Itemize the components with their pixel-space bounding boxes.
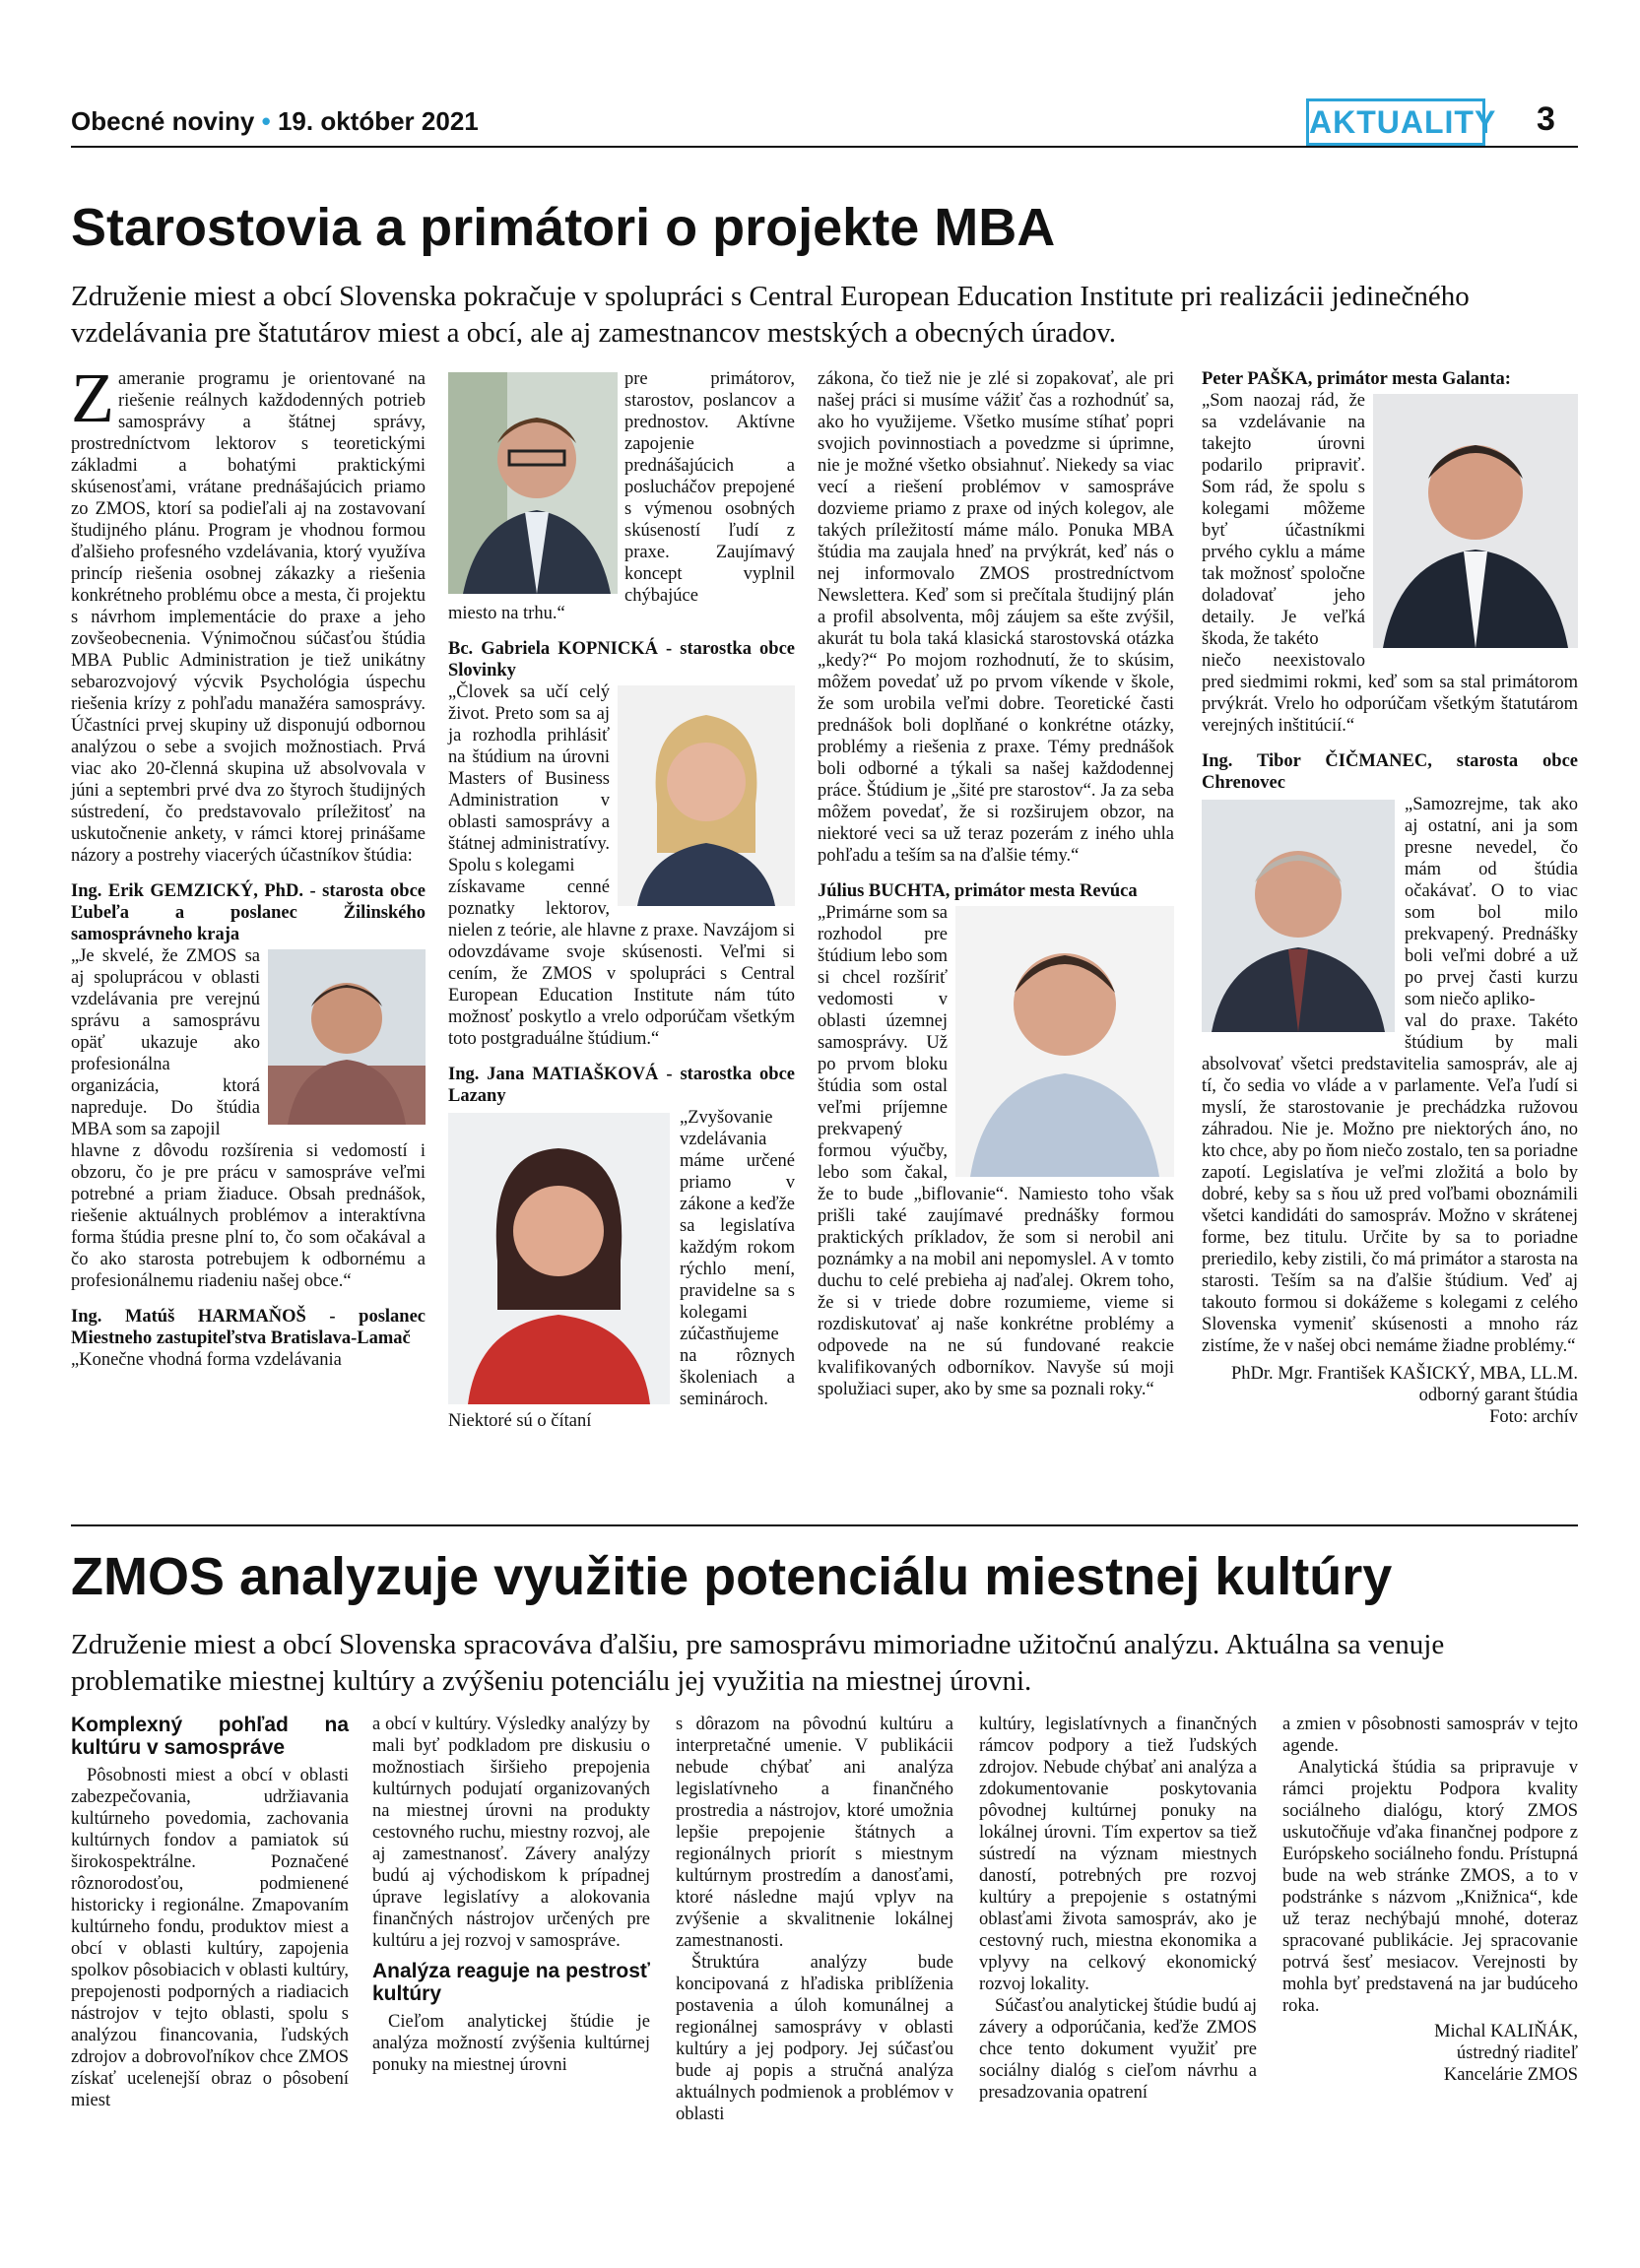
issue-date: 19. október 2021 [277,106,479,136]
photo-credit: Foto: archív [1489,1407,1578,1427]
gemzicky-quote-b: hlavne z dôvodu rozšírenia si vedomostí i obzoru, čo je pre prácu v samospráve veľmi potrebné a priam žiaduce. Obsah prednášok, riešenie aktuálnych problémov a interaktívna forma štúdia presne plní to, čo som očakával a čo ako starosta potrebujem k odbornému a profesionálnemu riadeniu našej obce.“ [71,1141,426,1291]
person-silhouette-icon [448,372,618,594]
harmanos-name: Ing. Matúš HARMAŇOŠ - poslanec Miestneho zastupiteľstva Bratislava-Lamač [71,1307,426,1348]
portrait-photo-harmanos [448,372,618,594]
portrait-photo-kopnicka [618,685,795,906]
article2-signature-2: ústredný riaditeľ [1456,2043,1578,2063]
buchta-quote-a: „Primárne som sa rozhodol pre štúdium lebo som si chcel rozšíriť vedomosti v oblasti územnej samosprávy. Už po prvom bloku štúdia som ostal veľmi príjemne prekvapený [818,903,948,1139]
masthead [71,106,479,137]
article-divider [71,1524,1578,1526]
article2-signature-3: Kancelárie ZMOS [1443,2065,1578,2085]
person-silhouette-icon [448,1113,670,1404]
article2-col5-text-b: Analytická štúdia sa pripravuje v rámci projektu Podpora kvality sociálneho dialógu, ktorý ZMOS uskutočňuje vďaka finančnej podpore z Európskeho sociálneho fondu. Prístupná bude na web stránke ZMOS, a to v podstránke s názvom „Knižnica“, kde už teraz nechýbajú mnohé, doteraz spracované publikácie. Jej spracovanie potrvá šesť mesiacov. Verejnosti by mohla byť predstavená na jar budúceho roka. [1282,1758,1578,2016]
portrait-photo-matiaskova [448,1113,670,1404]
article1-col2 [448,603,795,1432]
drop-cap: Z [71,358,114,437]
header-rule [71,146,1578,148]
harmanos-quote-a: „Konečne vhodná forma vzdelávania [71,1350,342,1370]
article2-col3-text-a: s dôrazom na pôvodnú kultúru a interpretačné umenie. V publikácii nebude chýbať ani analýza legislatívneho a finančného prostredia a nástrojov, ktoré umožnia lepšie prepojenie štátnych a regionálnych priorít s miestnym kultúrnym prostredím a danosťami, ktoré následne majú vplyv na zvýšenie a skvalitnenie lokálnej zamestnanosti. [676,1715,953,1951]
matiaskova-quote-b: zákona, čo tiež nie je zlé si zopakovať, ale pri našej práci si musíme vážiť čas a rozhodnúť sa, ako ho využijeme. Všetko musíme stíhať popri svojich povinnostiach a povedzme si úprimne, nie je možné všetko obsiahnuť. Niekedy sa viac vecí a riešení problémov v samospráve dozvieme priamo z praxe od iných kolegov, ale takých príležitostí máme málo. Ponuka MBA štúdia ma zaujala hneď na prvýkrát, keď nás o nej informovalo ZMOS prostredníctvom Newslettera. Keď som si prečítala študijný plán a profil absolventa, môj záujem sa ešte zvýšil, akurát tu bola taká klasická starostovská otázka „kedy?“ Po mojom rozhodnutí, že to skúsim, môžem povedať už po prvom víkende v škole, že som urobila veľmi dobre. Teoretické časti prednášok boli doplňané o konkrétne otázky, problémy a riešenia z praxe. Témy prednášok boli odborné a týkali sa našej každodennej práce. Štúdium je „šité pre starostov“. Ja za seba môžem povedať, že si rozširujem obzor, na niektoré veci sa už teraz pozerám z iného uhla pohľadu a teším sa na ďalšie témy.“ [818,369,1174,866]
article2-col1-text: Pôsobnosti miest a obcí v oblasti zabezpečovania, udržiavania kultúrneho povedomia, zachovania kultúrnych fondov a pamiatok sú širokospektrálne. Poznačené rôznorodosťou, podmienené historicky i regionálne. Zmapovaním kultúrneho fondu, produktov miest a obcí v oblasti kultúry, zapojenia spolkov pôsobiacich v oblasti kultúry, prepojenosti podporných a riadiacich nástrojov v tejto oblasti, spolu s analýzou financovania, ľudských zdrojov a dobrovoľníkov chce ZMOS získať ucelenejší obraz o pôsobení miest [71,1766,349,2110]
cicmanec-quote-a: „Samozrejme, tak ako aj ostatní, ani ja som presne nevedel, čo mám od štúdia očakávať. O to viac som bol milo prekvapený. Prednášky boli veľmi dobré a už po prvej časti kurzu som niečo apliko- [1405,795,1578,1009]
portrait-photo-gemzicky [268,949,426,1125]
article1-col1 [71,358,426,1371]
buchta-quote-b: formou výučby, lebo som čakal, že to bude „biflovanie“. Namiesto toho však prišli také zaujímavé prednášky formou praktických príkladov, že som si nerobil ani poznámky a na mobil ani nepomyslel. A v tomto duchu to celé prebieha aj naďalej. Okrem toho, že si v triede dobre rozumieme, vieme si rozdiskutovať aj naše konkrétne problémy a odpovede na ne sú fundované reakcie kvalifikovaných odborníkov. Navyše sú moji spolužiaci super, ako by sme sa poznali roky.“ [818,1141,1174,1399]
article2-lead: Združenie miest a obcí Slovenska spracováva ďalšiu, pre samosprávu mimoriadne užitočnú analýzu. Aktuálna sa venuje problematike miestnej kultúry a zvýšeniu potenciálu jej využitia na miestnej úrovni. [71,1629,1445,1697]
article2-col4-text-a: kultúry, legislatívnych a finančných rámcov podpory a tiež ľudských zdrojov. Nebude chýbať ani analýza a zdokumentovanie poskytovania pôvodnej kultúrnej ponuky na lokálnej úrovni. Tím expertov sa tiež sústredí na význam miestnych daností, potrebných pre rozvoj kultúry a prepojenie s ostatnými oblasťami života samospráv, ako je cestovný ruch, miestna ekonomika a vplyvy na celkový ekonomický rozvoj lokality. [979,1715,1257,1994]
article1-col4 [1202,368,1578,1428]
article2-col3-text-b: Štruktúra analýzy bude koncipovaná z hľadiska priblíženia postavenia a úloh komunálnej a regionálnej samosprávy v oblasti kultúry a jej podpory. Jej súčasťou bude aj popis a stručná analýza aktuálnych podmienok a problémov v oblasti [676,1953,953,2124]
person-silhouette-icon [1202,800,1395,1032]
publication-name: Obecné noviny [71,106,255,136]
matiaskova-name: Ing. Jana MATIAŠKOVÁ - starostka obce Lazany [448,1065,795,1106]
cicmanec-name: Ing. Tibor ČIČMANEC, starosta obce Chrenovec [1202,751,1578,793]
harmanos-quote-c: miesto na trhu.“ [448,604,565,623]
paska-quote-a: „Som naozaj rád, že sa vzdelávanie na takejto úrovni podarilo pripraviť. Som rád, že spolu s kolegami môžeme byť účastníkmi prvého cyklu a máme tak možnosť spoločne doladovať jeho detaily. Je veľká škoda, že takéto [1202,391,1365,649]
person-silhouette-icon [268,949,426,1125]
harmanos-quote-b: pre primátorov, starostov, poslancov a prednostov. Aktívne zapojenie prednášajúcich a poslucháčov prepojené s výmenou osobných skúseností ľudí z praxe. Zaujímavý koncept vyplnil chýbajúce [624,369,795,606]
subheading-2: Analýza reaguje na pestrosť kultúry [372,1960,650,2005]
gemzicky-name: Ing. Erik GEMZICKÝ, PhD. - starosta obce Ľubeľa a poslanec Žilinského samosprávneho kraja [71,881,426,944]
person-silhouette-icon [618,685,795,906]
signature-line-2: odborný garant štúdia [1418,1386,1578,1405]
kopnicka-name: Bc. Gabriela KOPNICKÁ - starostka obce Slovinky [448,639,795,680]
portrait-photo-buchta [955,906,1174,1177]
article2-col5 [1282,1714,1578,2086]
intro-text: ameranie programu je orientované na riešenie reálnych každodenných potrieb samosprávy a štátnej správy, prostredníctvom lektorov s teoretickými základmi a bohatými praktickými skúsenosťami, vrátane prednášajúcich priamo zo ZMOS, ktorí sa podieľali aj na zostavovaní študijného plánu. Program je vhodnou formou ďalšieho profesného vzdelávania, ktorý využíva princíp riešenia osobnej zákazky a riešenia konkrétneho problému obce a mesta, či projektu s návrhom implementácie do praxe a jeho zovšeobecnenia. Výnimočnou súčasťou štúdia MBA Public Administration je tiež unikátny sebarozvojový výcvik Psychológia úspechu riešenia krízy z pohľadu manažéra samosprávy. Účastníci prvej skupiny už disponujú odbornou analýzou o sebe a svojich možnostiach. Prvá viac ako 20-členná skupina už absolvovala v júni a septembri prvé dva zo štyroch študijných sústredení, čo predstavovalo príležitosť na uskutočnenie ankety, v rámci ktorej prinášame názory a postrehy viacerých účastníkov štúdia: [71,369,426,866]
harmanos-quote-b-block [624,368,795,607]
article1-lead: Združenie miest a obcí Slovenska pokračuje v spolupráci s Central European Education Institute pri realizácii jedinečného vzdelávania pre štatutárov miest a obcí, ale aj zamestnancov mestských a obecných úradov. [71,281,1470,349]
cicmanec-quote-b: val do praxe. Takéto štúdium by mali absolvovať všetci predstavitelia samospráv, ale aj tí, čo sedia vo vláde a v parlamente. Veľa ľudí si myslí, že starostovanie je prechádzka ružovou záhradou. Nie je. Možno pre niektorých áno, no kto chce, aby po ňom niečo zostalo, ten sa poriadne zapotí. Legislatíva je veľmi zložitá a bolo by dobré, keby sa s ňou už pred voľbami oboznámili všetci kandidáti do samospráv. Možno v skrátenej forme, bez titulu. Určite by sa to poriadne preriedilo, keby zistili, čo má primátor a starosta na starosti. Teším sa na ďalšie štúdium. Veď aj takouto formou si dokážeme s kolegami z celého Slovenska vymeniť skúsenosti a mnoho ráz zistíme, že v našej obci nemáme žiadne problémy.“ [1202,1011,1578,1356]
section-label: AKTUALITY [1306,98,1485,146]
kopnicka-quote-b: získavame cenné poznatky lektorov, nielen z teórie, ale hlavne z praxe. Navzájom si odovzdávame svoje skúsenosti. Veľmi si cením, že ZMOS v spolupráci s Central European Education Institute nám túto možnosť poskytlo a vrelo odporúčam všetkým toto postgraduálne štúdium.“ [448,877,795,1049]
article2-col5-text-a: a zmien v pôsobnosti samospráv v tejto agende. [1282,1715,1578,1756]
portrait-photo-paska [1373,394,1578,648]
article2-col2-text-b: Cieľom analytickej štúdie je analýza možností zvýšenia kultúrnej ponuky na miestnej úrovni [372,2012,650,2075]
buchta-name: Július BUCHTA, primátor mesta Revúca [818,881,1138,901]
portrait-photo-cicmanec [1202,800,1395,1032]
person-silhouette-icon [1373,394,1578,648]
article2-col2-text-a: a obcí v kultúry. Výsledky analýzy by mali byť podkladom pre diskusiu o možnostiach širšieho prepojenia kultúrnych podujatí organizovaných na miestnej úrovni na produkty cestovného ruchu, miestny rozvoj, ale aj zamestnanosť. Závery analýzy budú aj východiskom k prípadnej úprave legislatívy a alokovania finančných nástrojov určených pre kultúru a jej rozvoj v samospráve. [372,1715,650,1951]
article2-col1 [71,1714,349,2111]
paska-name: Peter PAŠKA, primátor mesta Galanta: [1202,369,1511,389]
article1-col3 [818,368,1174,1400]
article2-col3 [676,1714,953,2125]
article2-col4-text-b: Súčasťou analytickej štúdie budú aj závery a odporúčania, keďže ZMOS chce tento dokument využiť pre sociálny dialóg s cieľom návrhu a presadzovania opatrení [979,1996,1257,2103]
kopnicka-quote-a: „Človek sa učí celý život. Preto som sa aj ja rozhodla prihlásiť na štúdium na úrovni Masters of Business Administration v oblasti samosprávy a štátnej administratívy. Spolu s kolegami [448,682,610,875]
article2-signature-1: Michal KALIŇÁK, [1434,2022,1578,2041]
article2-col4 [979,1714,1257,2104]
separator-dot: • [261,106,271,136]
matiaskova-quote-a: „Zvyšovanie vzdelávania máme určené priamo v zákone a keďže sa legislatíva každým rokom rýchlo mení, pravidelne sa s kolegami zúčastňujeme na rôznych školeniach a seminároch. Niektoré sú o čítaní [448,1108,795,1431]
subheading-1: Komplexný pohľad na kultúru v samospráve [71,1714,349,1759]
article2-col2 [372,1714,650,2076]
paska-quote-b: niečo neexistovalo pred siedmimi rokmi, keď som sa stal primátorom prvýkrát. Vrelo ho odporúčam všetkým štatutárom verejných inštitúcií.“ [1202,651,1578,736]
page-number: 3 [1537,100,1555,138]
signature-line-1: PhDr. Mgr. František KAŠICKÝ, MBA, LL.M. [1230,1364,1578,1384]
person-silhouette-icon [955,906,1174,1177]
gemzicky-quote-a: „Je skvelé, že ZMOS sa aj spoluprácou v oblasti vzdelávania pre verejnú správu a samosprávu opäť ukazuje ako profesionálna organizácia, ktorá napreduje. Do štúdia MBA som sa zapojil [71,946,260,1139]
article1-title: Starostovia a primátori o projekte MBA [71,198,1056,257]
article2-title: ZMOS analyzuje využitie potenciálu miestnej kultúry [71,1547,1393,1606]
